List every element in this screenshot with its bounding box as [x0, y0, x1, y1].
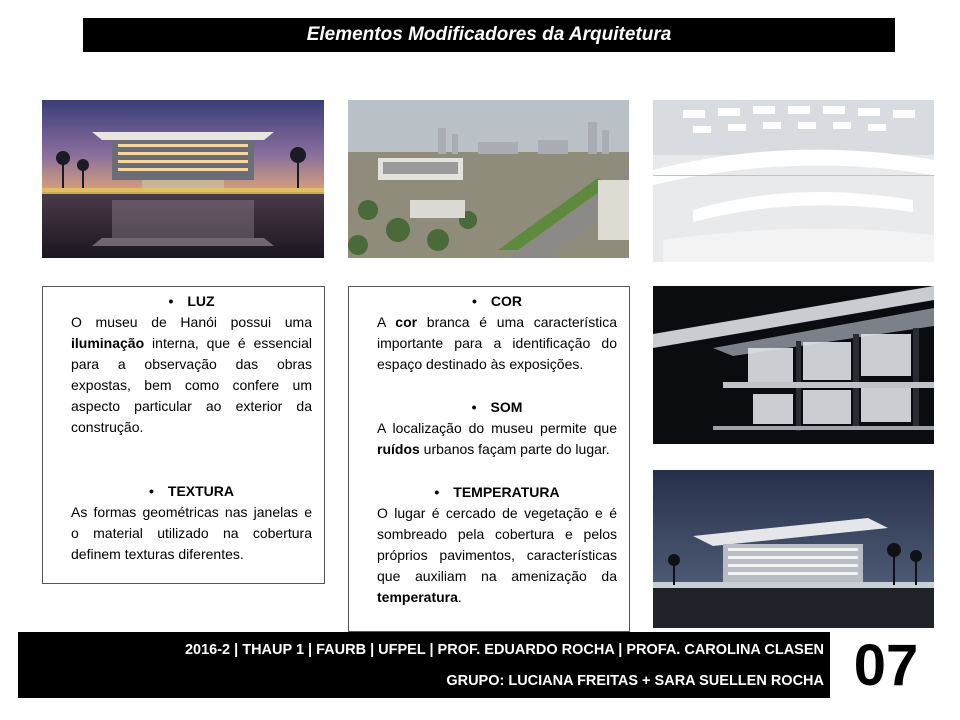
- page-number: 07: [830, 632, 942, 698]
- luz-paragraph: O museu de Hanói possui uma iluminação interna, que é essencial para a observação das obras expostas, bem como confere um aspecto particular ao exterior da construção.: [71, 314, 312, 435]
- group-info: GRUPO: LUCIANA FREITAS + SARA SUELLEN ROCHA: [446, 673, 824, 689]
- textura-paragraph: As formas geométricas nas janelas e o material utilizado na cobertura definem texturas diferentes.: [71, 504, 312, 562]
- temperatura-paragraph: O lugar é cercado de vegetação e é sombreado pela cobertura e pelos próprios pavimentos, características que auxiliam na amenização da temperatura.: [377, 505, 617, 605]
- cor-heading: • COR: [377, 291, 617, 312]
- aerial-city-view-photo: [348, 100, 629, 258]
- footer-bar: [18, 632, 942, 698]
- middle-text-box: [348, 286, 630, 632]
- temperatura-heading: • TEMPERATURA: [377, 482, 617, 503]
- page-title: Elementos Modificadores da Arquitetura: [83, 18, 895, 52]
- bullet-icon: •: [148, 483, 154, 499]
- textura-heading: • TEXTURA: [71, 481, 312, 502]
- white-interior-ramp-photo: [653, 100, 934, 262]
- som-paragraph: A localização do museu permite que ruídos urbanos façam parte do lugar.: [377, 420, 617, 457]
- course-info: 2016-2 | THAUP 1 | FAURB | UFPEL | PROF. EDUARDO ROCHA | PROFA. CAROLINA CLASEN: [184, 642, 824, 658]
- bullet-icon: •: [434, 484, 440, 500]
- left-text-box: [42, 286, 325, 584]
- facade-detail-night-photo: [653, 286, 934, 444]
- luz-heading: • LUZ: [71, 291, 312, 312]
- cor-paragraph: A cor branca é uma característica importante para a identificação do espaço destinado às exposições.: [377, 314, 617, 372]
- som-heading: • SOM: [377, 397, 617, 418]
- museum-night-reflection-photo: [42, 100, 324, 258]
- museum-dusk-exterior-photo: [653, 470, 934, 628]
- bullet-icon: •: [471, 293, 477, 309]
- bullet-icon: •: [471, 399, 477, 415]
- bullet-icon: •: [168, 293, 174, 309]
